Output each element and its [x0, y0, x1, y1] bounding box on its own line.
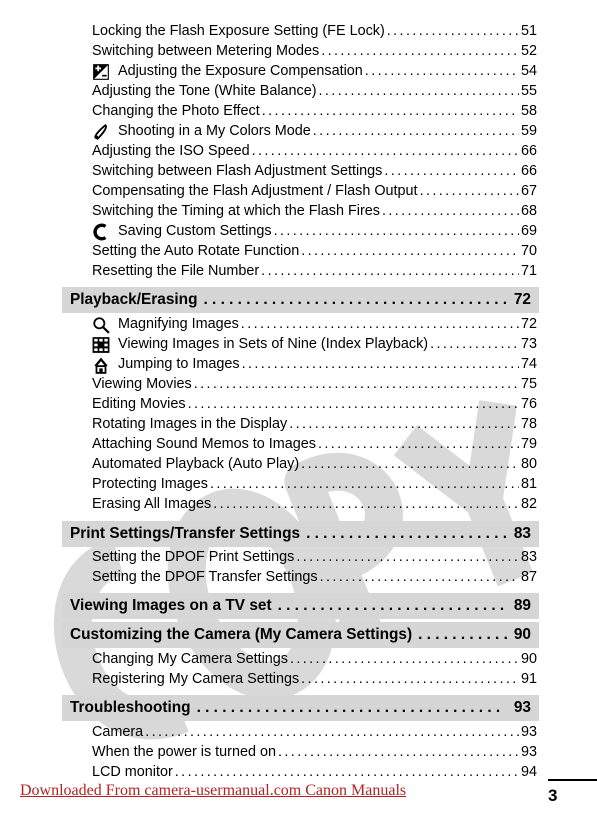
exposure-compensation-icon: [92, 63, 110, 79]
toc-entry-text: Attaching Sound Memos to Images: [92, 436, 316, 452]
toc-entry-title: [92, 374, 192, 394]
toc-entry-page: 81: [520, 476, 537, 492]
toc-entry-text: Registering My Camera Settings: [92, 671, 300, 687]
toc-entry[interactable]: [92, 21, 537, 41]
toc-section-page: 93: [513, 699, 531, 716]
toc-dot-leader: [301, 454, 519, 474]
toc-entry-title: [92, 354, 240, 374]
toc-dot-leader: [242, 354, 519, 374]
toc-section-page: 72: [513, 291, 531, 308]
toc-entry[interactable]: [92, 414, 537, 434]
download-source-link[interactable]: Downloaded From camera-usermanual.com Canon Manuals: [20, 782, 407, 799]
toc-entry[interactable]: [92, 81, 537, 101]
toc-entry-title: [92, 649, 288, 669]
toc-entry-title: [92, 669, 299, 689]
toc-entry-text: Saving Custom Settings: [118, 223, 272, 239]
toc-dot-leader: [320, 567, 519, 587]
toc-dot-leader: [420, 181, 519, 201]
toc-entry[interactable]: [92, 742, 537, 762]
toc-entry-title: [92, 21, 385, 41]
toc-section[interactable]: [62, 593, 539, 619]
toc-entry-text: Viewing Movies: [92, 376, 192, 392]
toc-entry-text: Switching between Metering Modes: [92, 43, 320, 59]
toc-entry-page: 52: [520, 43, 537, 59]
toc-entry-text: LCD monitor: [92, 764, 173, 780]
toc-dot-leader: [213, 494, 519, 514]
toc-entry[interactable]: [92, 121, 537, 141]
magnify-icon: [92, 316, 110, 332]
toc-entry[interactable]: [92, 649, 537, 669]
toc-entry[interactable]: [92, 762, 537, 782]
toc-entry-page: 66: [520, 143, 537, 159]
jump-icon: [92, 356, 110, 372]
toc-entry-page: 59: [520, 123, 537, 139]
toc-entry-title: [92, 141, 250, 161]
toc-entry-page: 76: [520, 396, 537, 412]
toc-entry[interactable]: [92, 334, 537, 354]
toc-entry-title: [92, 81, 317, 101]
toc-entry[interactable]: [92, 354, 537, 374]
toc-dot-leader: [203, 290, 507, 310]
toc-dot-leader: [382, 201, 519, 221]
toc-entry-page: 74: [520, 356, 537, 372]
toc-dot-leader: [418, 625, 508, 645]
toc-entry-text: Switching the Timing at which the Flash Fires: [92, 203, 380, 219]
toc-entry-page: 51: [520, 23, 537, 39]
toc-entry-page: 72: [520, 316, 537, 332]
toc-section-page: 83: [513, 525, 531, 542]
toc-entry-text: Changing the Photo Effect: [92, 103, 260, 119]
toc-entry-text: Adjusting the Exposure Compensation: [118, 63, 363, 79]
toc-entry[interactable]: [92, 141, 537, 161]
toc-entry-text: Erasing All Images: [92, 496, 212, 512]
toc-section-title: Playback/Erasing: [70, 291, 198, 308]
toc-dot-leader: [319, 81, 519, 101]
toc-entry-text: Locking the Flash Exposure Setting (FE Lock): [92, 23, 385, 39]
toc-dot-leader: [289, 414, 519, 434]
toc-entry-title: [92, 434, 316, 454]
toc-entry-page: 54: [520, 63, 537, 79]
index-icon: [92, 336, 110, 352]
toc-entry-page: 67: [520, 183, 537, 199]
toc-entry-title: [92, 241, 299, 261]
toc-dot-leader: [384, 161, 519, 181]
toc-entry-text: Magnifying Images: [118, 316, 239, 332]
toc-entry-page: 70: [520, 243, 537, 259]
toc-entry[interactable]: [92, 374, 537, 394]
toc-entry-text: Resetting the File Number: [92, 263, 260, 279]
toc-entry-title: [92, 61, 363, 81]
toc-dot-leader: [188, 394, 519, 414]
toc-entry[interactable]: [92, 161, 537, 181]
toc-entry-text: Editing Movies: [92, 396, 186, 412]
toc-dot-leader: [365, 61, 519, 81]
toc-entry-title: [92, 762, 173, 782]
toc-entry-page: 83: [520, 549, 537, 565]
toc-entry[interactable]: [92, 241, 537, 261]
toc-entry[interactable]: [92, 314, 537, 334]
toc-entry-title: [92, 261, 259, 281]
toc-entry-text: When the power is turned on: [92, 744, 276, 760]
toc-section[interactable]: [62, 622, 539, 648]
toc-entry-page: 93: [520, 744, 537, 760]
toc-entry-page: 55: [520, 83, 537, 99]
toc-entry[interactable]: [92, 61, 537, 81]
toc-entry-page: 66: [520, 163, 537, 179]
toc-dot-leader: [313, 121, 519, 141]
toc-entry-title: [92, 314, 239, 334]
toc-section[interactable]: [62, 695, 539, 721]
page-number: 3: [548, 786, 558, 805]
toc-entry-page: 75: [520, 376, 537, 392]
toc-dot-leader: [194, 374, 519, 394]
toc-entry-text: Camera: [92, 724, 144, 740]
toc-section-page: 90: [513, 626, 531, 643]
toc-entry[interactable]: [92, 434, 537, 454]
toc-dot-leader: [175, 762, 519, 782]
toc-section[interactable]: [62, 287, 539, 313]
toc-entry-title: [92, 161, 382, 181]
toc-entry-page: 79: [520, 436, 537, 452]
toc-entry-text: Compensating the Flash Adjustment / Flash Output: [92, 183, 418, 199]
toc-entry[interactable]: [92, 221, 537, 241]
toc-entry[interactable]: [92, 201, 537, 221]
toc-dot-leader: [278, 742, 519, 762]
toc-entry[interactable]: [92, 547, 537, 567]
toc-entry-title: [92, 474, 208, 494]
toc-dot-leader: [210, 474, 519, 494]
toc-entry-title: [92, 121, 311, 141]
toc-entry-title: [92, 567, 318, 587]
toc-dot-leader: [387, 21, 519, 41]
toc-entry-text: Setting the DPOF Transfer Settings: [92, 569, 318, 585]
toc-section-title: Customizing the Camera (My Camera Settings): [70, 626, 413, 643]
toc-section[interactable]: [62, 521, 539, 547]
toc-dot-leader: [318, 434, 519, 454]
toc-entry-text: Changing My Camera Settings: [92, 651, 288, 667]
toc-entry[interactable]: [92, 722, 537, 742]
toc-entry[interactable]: [92, 494, 537, 514]
toc-dot-leader: [262, 101, 519, 121]
my-colors-icon: [92, 123, 110, 139]
toc-entry-title: [92, 742, 276, 762]
toc-section-title: Print Settings/Transfer Settings: [70, 525, 301, 542]
toc-dot-leader: [296, 547, 519, 567]
custom-mode-icon: [92, 223, 110, 239]
toc-entry-text: Switching between Flash Adjustment Settings: [92, 163, 383, 179]
page-number-rule: [548, 779, 597, 781]
toc-entry-title: [92, 414, 287, 434]
toc-entry-text: Adjusting the ISO Speed: [92, 143, 250, 159]
toc-entry-text: Shooting in a My Colors Mode: [118, 123, 311, 139]
toc-entry-text: Setting the Auto Rotate Function: [92, 243, 300, 259]
toc-entry-title: [92, 201, 380, 221]
toc-dot-leader: [274, 221, 519, 241]
toc-entry[interactable]: [92, 101, 537, 121]
toc-entry-page: 73: [520, 336, 537, 352]
toc-entry-text: Setting the DPOF Print Settings: [92, 549, 295, 565]
toc-entry[interactable]: [92, 181, 537, 201]
toc-entry-title: [92, 101, 260, 121]
toc-entry-text: Viewing Images in Sets of Nine (Index Playback): [118, 336, 429, 352]
toc-entry-text: Automated Playback (Auto Play): [92, 456, 300, 472]
toc-entry-page: 82: [520, 496, 537, 512]
toc-dot-leader: [252, 141, 519, 161]
toc-entry-page: 87: [520, 569, 537, 585]
toc-entry-page: 94: [520, 764, 537, 780]
toc-section-page: 89: [513, 597, 531, 614]
toc-entry-title: [92, 547, 294, 567]
toc-entry-title: [92, 41, 319, 61]
toc-entry-text: Rotating Images in the Display: [92, 416, 288, 432]
toc-dot-leader: [145, 722, 519, 742]
toc-entry[interactable]: [92, 669, 537, 689]
toc-entry-page: 71: [520, 263, 537, 279]
toc-entry-page: 58: [520, 103, 537, 119]
toc-entry[interactable]: [92, 261, 537, 281]
toc-entry-page: 68: [520, 203, 537, 219]
toc-dot-leader: [430, 334, 519, 354]
toc-entry-page: 91: [520, 671, 537, 687]
toc-entry[interactable]: [92, 454, 537, 474]
toc-entry-title: [92, 334, 428, 354]
toc-entry-page: 78: [520, 416, 537, 432]
toc-section-title: Viewing Images on a TV set: [70, 597, 272, 614]
toc-dot-leader: [290, 649, 519, 669]
toc-dot-leader: [306, 524, 508, 544]
toc-entry-title: [92, 722, 143, 742]
toc-entry-title: [92, 494, 211, 514]
toc-entry[interactable]: [92, 474, 537, 494]
toc-entry-text: Protecting Images: [92, 476, 208, 492]
toc-entry[interactable]: [92, 567, 537, 587]
toc-dot-leader: [301, 669, 519, 689]
toc-dot-leader: [241, 314, 519, 334]
toc-entry-title: [92, 394, 186, 414]
toc-entry-page: 93: [520, 724, 537, 740]
toc-dot-leader: [321, 41, 519, 61]
toc-entry-page: 90: [520, 651, 537, 667]
toc-entry-page: 80: [520, 456, 537, 472]
toc-entry-title: [92, 181, 418, 201]
toc-entry-title: [92, 221, 272, 241]
toc-entry-title: [92, 454, 299, 474]
toc-entry-text: Jumping to Images: [118, 356, 240, 372]
toc-dot-leader: [278, 596, 508, 616]
toc-entry-text: Adjusting the Tone (White Balance): [92, 83, 317, 99]
toc-dot-leader: [301, 241, 519, 261]
toc-entry[interactable]: [92, 394, 537, 414]
toc-entry-page: 69: [520, 223, 537, 239]
toc-entry[interactable]: [92, 41, 537, 61]
toc-dot-leader: [197, 698, 508, 718]
toc-dot-leader: [261, 261, 519, 281]
toc-section-title: Troubleshooting: [70, 699, 191, 716]
